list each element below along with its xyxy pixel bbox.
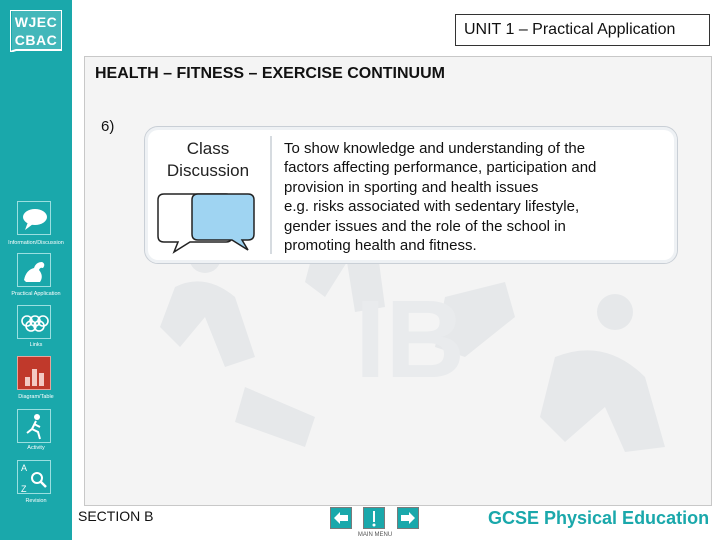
logo-text-wjec: WJEC [14,14,58,30]
olympic-rings-icon [17,305,51,339]
card-text-line: To show knowledge and understanding of the [284,140,586,157]
brand-title: GCSE Physical Education [488,508,710,528]
sidebar-item-label: Information/Discussion [8,240,64,246]
sidebar [0,0,72,540]
arrow-right-icon [398,508,418,528]
svg-text:A: A [21,463,28,473]
question-number: 6) [101,118,115,135]
card-text-line: promoting health and fitness. [284,237,477,255]
previous-button[interactable] [330,507,352,529]
class-discussion-line1: Class [186,139,230,158]
card-text-line: provision in sporting and health issues [284,178,539,196]
card-divider [270,136,272,254]
sidebar-item-label: Practical Application [11,291,61,297]
logo-text-cbac: CBAC [14,32,58,48]
svg-text:IB: IB [355,278,465,401]
card-text-line: gender issues and the role of the school in [284,217,566,235]
a-to-z-icon [17,460,51,494]
class-discussion-line2: Discussion [166,161,250,180]
class-discussion-label [150,138,266,182]
content-panel [84,56,712,506]
svg-text:Z: Z [21,484,27,494]
card-description [284,139,674,255]
card-text-line: factors affecting performance, participation and [284,159,597,177]
sidebar-item-label: Revision [25,498,47,504]
main-menu-icon [364,508,384,528]
sidebar-item-label: Diagram/Table [18,394,54,400]
page-title: HEALTH – FITNESS – EXERCISE CONTINUUM [95,65,445,82]
unit-title: UNIT 1 – Practical Application [455,14,710,46]
wjec-logo [10,10,62,52]
background-athletes-illustration [85,57,712,506]
next-button[interactable] [397,507,419,529]
discussion-bubbles-icon [152,186,272,258]
section-label: SECTION B [78,508,154,524]
card-text-line: e.g. risks associated with sedentary lifestyle, [284,198,580,216]
sidebar-item-label: Links [29,342,43,348]
main-menu-label: MAIN MENU [357,532,393,538]
flexed-arm-icon [17,253,51,287]
main-menu-button[interactable] [363,507,385,529]
bar-chart-icon [17,356,51,390]
arrow-left-icon [331,508,351,528]
sidebar-item-label: Activity [27,445,45,451]
running-figure-icon [17,409,51,443]
speech-bubble-icon [17,201,51,235]
